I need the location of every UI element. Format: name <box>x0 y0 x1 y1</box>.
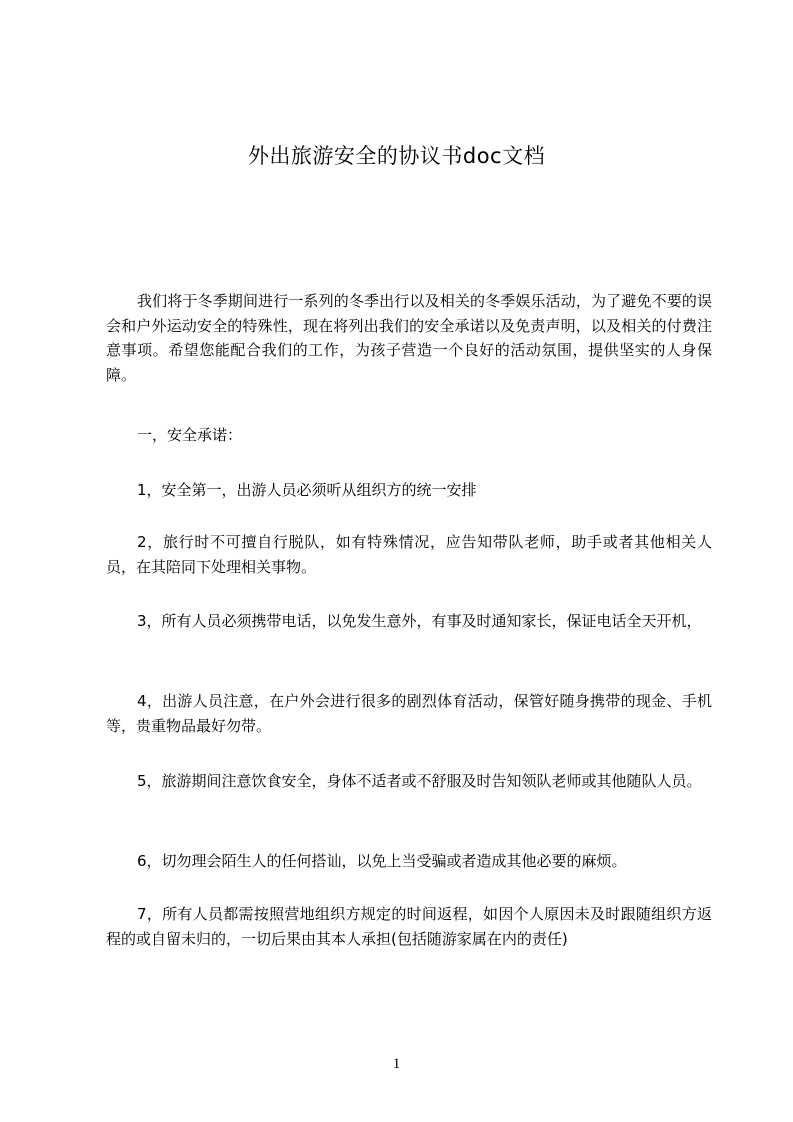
list-item: 4，出游人员注意，在户外会进行很多的剧烈体育活动，保管好随身携带的现金、手机等，贵重物品最好勿带。 <box>106 692 712 735</box>
list-item: 1，安全第一，出游人员必须听从组织方的统一安排 <box>137 481 477 499</box>
list-item: 6，切勿理会陌生人的任何搭讪，以免上当受骗或者造成其他必要的麻烦。 <box>137 852 627 870</box>
list-item: 3，所有人员必须携带电话，以免发生意外，有事及时通知家长，保证电话全天开机， <box>137 612 702 630</box>
section-heading: 一，安全承诺： <box>137 426 243 444</box>
document-title: 外出旅游安全的协议书doc文档 <box>247 144 546 168</box>
intro-paragraph: 我们将于冬季期间进行一系列的冬季出行以及相关的冬季娱乐活动，为了避免不要的误会和户外运动安全的特殊性，现在将列出我们的安全承诺以及免责声明，以及相关的付费注意事项。希望您能配合我们的工作，为孩子营造一个良好的活动氛围，提供坚实的人身保障。 <box>106 292 712 384</box>
page-number: 1 <box>392 1056 401 1072</box>
list-item: 2，旅行时不可擅自行脱队，如有特殊情况，应告知带队老师，助手或者其他相关人员，在其陪同下处理相关事物。 <box>106 533 712 576</box>
list-item: 7，所有人员都需按照营地组织方规定的时间返程，如因个人原因未及时跟随组织方返程的或自留未归的，一切后果由其本人承担(包括随游家属在内的责任) <box>106 905 712 948</box>
list-item: 5，旅游期间注意饮食安全，身体不适者或不舒服及时告知领队老师或其他随队人员。 <box>137 772 702 790</box>
